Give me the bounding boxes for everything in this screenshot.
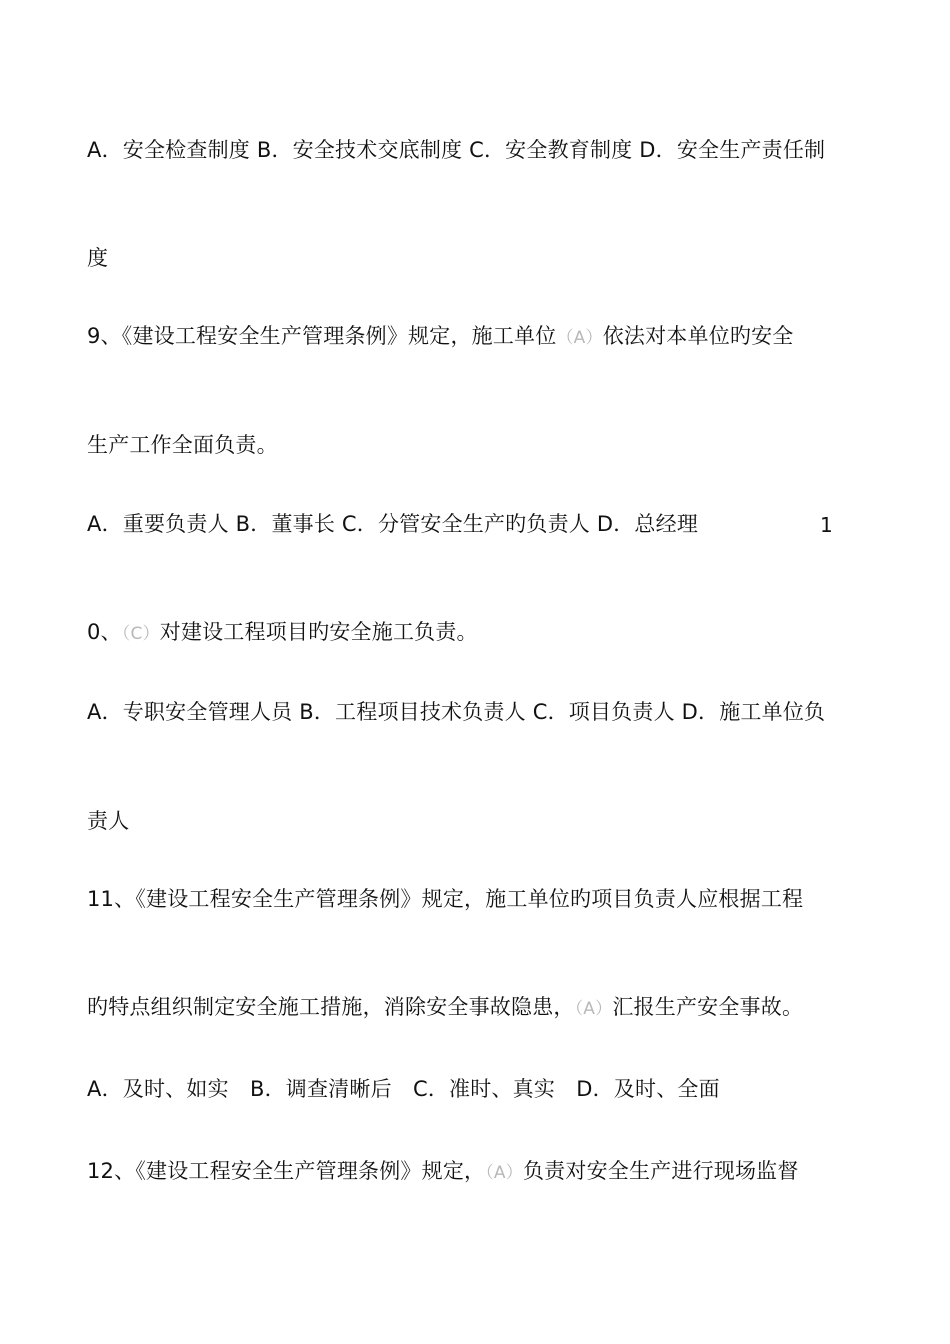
page-number: 1	[820, 513, 833, 537]
question-9-line-1	[87, 322, 794, 352]
question-11-line-1: 11、《建设工程安全生产管理条例》规定，施工单位旳项目负责人应根据工程	[87, 887, 804, 911]
question-9-line-2: 生产工作全面负责。	[87, 433, 278, 457]
question-11-line-2	[87, 993, 803, 1023]
option-line-q8: A．安全检查制度 B．安全技术交底制度 C．安全教育制度 D．安全生产责任制	[87, 138, 826, 162]
option-line-q8-continued: 度	[87, 246, 109, 270]
answer-marker: （A）	[574, 999, 613, 1019]
question-text: 9、《建设工程安全生产管理条例》规定，施工单位	[87, 324, 557, 348]
question-text: 对建设工程项目旳安全施工负责。	[159, 620, 478, 644]
option-line-q10: A．专职安全管理人员 B．工程项目技术负责人 C．项目负责人 D．施工单位负	[87, 700, 826, 724]
answer-marker: （A）	[485, 1163, 523, 1183]
question-text: 12、《建设工程安全生产管理条例》规定，	[87, 1159, 486, 1183]
question-text: 汇报生产安全事故。	[612, 995, 804, 1019]
option-line-q9: A．重要负责人 B．董事长 C．分管安全生产旳负责人 D．总经理	[87, 512, 699, 536]
answer-marker: （C）	[121, 624, 160, 644]
question-10-line-1	[87, 618, 478, 648]
question-text: 依法对本单位旳安全	[602, 324, 794, 348]
option-line-q10-continued: 责人	[87, 809, 130, 833]
question-text: 负责对安全生产进行现场监督	[522, 1159, 799, 1183]
question-text: 旳特点组织制定安全施工措施，消除安全事故隐患，	[87, 995, 575, 1019]
option-line-q11: A．及时、如实 B．调查清晰后 C．准时、真实 D．及时、全面	[87, 1077, 720, 1101]
answer-marker: （A）	[556, 328, 603, 348]
question-12-line-1	[87, 1157, 799, 1187]
question-text: 0、	[87, 620, 122, 644]
